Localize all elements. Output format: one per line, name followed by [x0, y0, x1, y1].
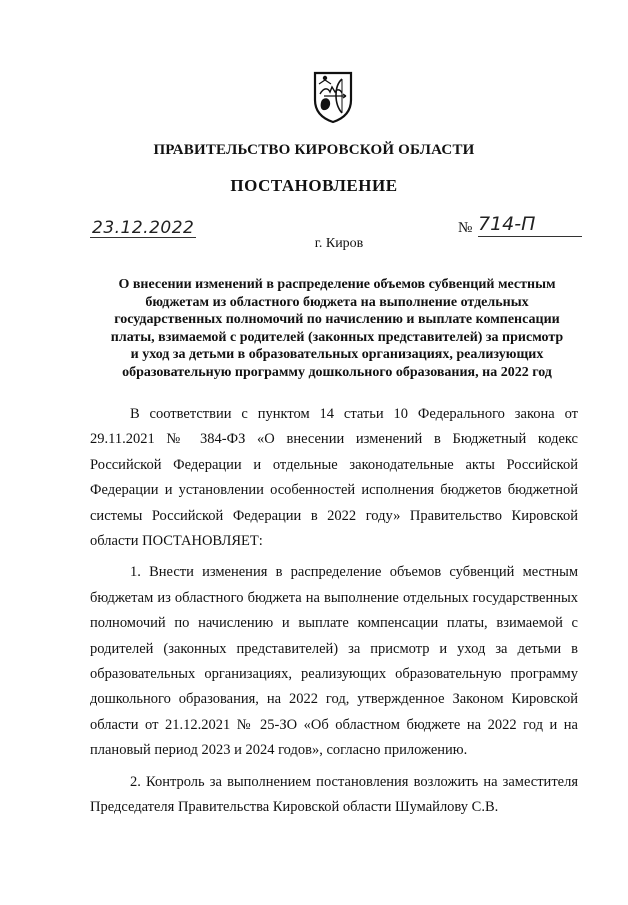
- number-sign: №: [458, 220, 473, 236]
- government-name: ПРАВИТЕЛЬСТВО КИРОВСКОЙ ОБЛАСТИ: [153, 142, 475, 158]
- city-name: г. Киров: [314, 236, 364, 251]
- title-line: образовательную программу дошкольного образования, на 2022 год: [122, 364, 552, 380]
- clause-2-paragraph: 2. Контроль за выполнением постановления возложить на заместителя Председателя Правительства Кировской области Шумайлову С.В.: [90, 773, 578, 816]
- preamble-paragraph: В соответствии с пунктом 14 статьи 10 Федерального закона от 29.11.2021 № 384-ФЗ «О внесении изменений в Бюджетный кодекс Российской Федерации и отдельные законодательные акты Российской Федерации и установлении особенностей исполнения бюджетов бюджетной системы Российской Федерации в 2022 году» Правительство Кировской области ПОСТАНОВЛЯЕТ:: [90, 406, 578, 550]
- title-line: государственных полномочий по начислению и выплате компенсации: [114, 312, 560, 328]
- title-line: платы, взимаемой с родителей (законных представителей) за присмотр: [110, 329, 564, 345]
- title-line: бюджетам из областного бюджета на выполнение отдельных: [145, 294, 529, 310]
- title-line: О внесении изменений в распределение объемов субвенций местным: [118, 277, 556, 292]
- document-number: 714-П: [478, 213, 536, 235]
- coat-of-arms-emblem: [312, 70, 354, 124]
- clause-1-paragraph: 1. Внести изменения в распределение объемов субвенций местным бюджетам из областного бюджета на выполнение отдельных государственных полномочий по начислению и выплате компенсации платы, взимаемой с родителей (законных представителей) за присмотр и уход за детьми в образовательных организациях, реализующих образовательную программу дошкольного образования, на 2022 год, утвержденное Законом Кировской области от 21.12.2021 № 25-ЗО «Об областном бюджете на 2022 год и на плановый период 2023 и 2024 годов», согласно приложению.: [90, 564, 578, 759]
- document-title: [90, 276, 584, 382]
- document-date: 23.12.2022: [92, 218, 195, 238]
- document-type: ПОСТАНОВЛЕНИЕ: [230, 176, 398, 195]
- document-body: [90, 402, 578, 821]
- title-line: и уход за детьми в образовательных организациях, реализующих: [130, 347, 544, 363]
